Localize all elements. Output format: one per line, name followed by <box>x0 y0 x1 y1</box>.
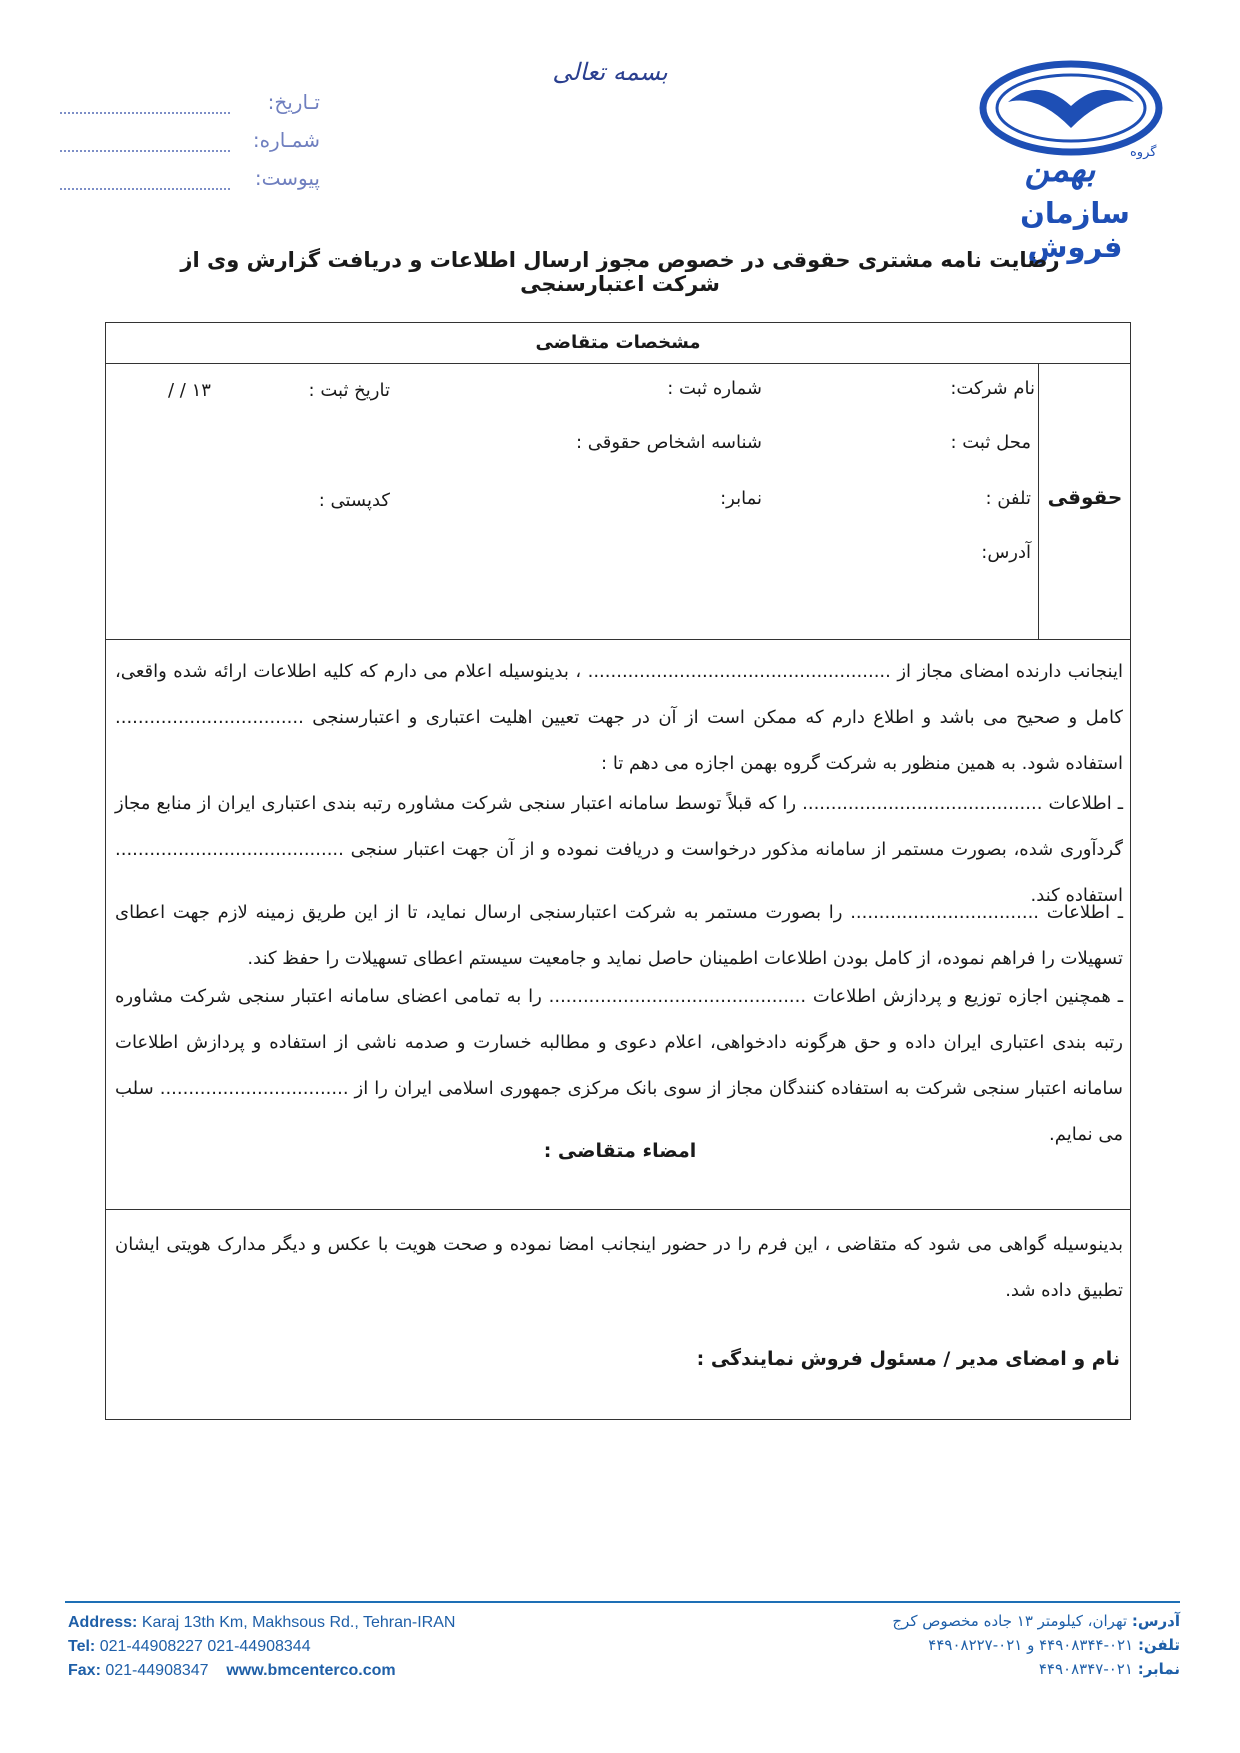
registration-date-field[interactable]: تاریخ ثبت : <box>308 380 390 401</box>
footer-address-label-fa: آدرس: <box>1131 1612 1180 1630</box>
footer-address-fa <box>892 1612 1180 1630</box>
consent-paragraph-send: ـ اطلاعات ................................. را بصورت مستمر به شرکت اعتبارسنجی ارسال نماید، تا از این طریق زمینه لازم جهت اعطای تسهیلات را فراهم نموده، از کامل بودن اطلاعات اطمینان حاصل نماید و جامعیت سیستم اعطای تسهیلات را حفظ کند. <box>115 902 1123 969</box>
footer-tel-label-fa: تلفن: <box>1137 1636 1180 1654</box>
document-title: رضایت نامه مشتری حقوقی در خصوص مجوز ارسال اطلاعات و دریافت گزارش وی از شرکت اعتبارسنجی <box>180 248 1060 296</box>
bismillah: بسمه تعالی <box>552 58 668 86</box>
postal-code-field[interactable]: کدپستی : <box>318 490 390 511</box>
footer-tel-en <box>68 1638 311 1656</box>
attachment-label: پیوست: <box>254 166 320 190</box>
logo-sales-org: سازمان فروش <box>1020 196 1130 264</box>
company-name-field[interactable]: نام شرکت: <box>950 378 1035 399</box>
number-label: شمـاره: <box>252 128 320 152</box>
number-dotted-line[interactable] <box>60 150 230 152</box>
footer-fax-en <box>68 1662 396 1680</box>
footer-address-en <box>68 1614 455 1632</box>
footer-tel-value-fa: ۰۲۱-۴۴۹۰۸۳۴۴ و ۰۲۱-۴۴۹۰۸۲۲۷ <box>928 1636 1134 1654</box>
applicant-details-heading: مشخصات متقاضی <box>105 322 1131 364</box>
consent-paragraph-distribute: ـ همچنین اجازه توزیع و پردازش اطلاعات ............................................. را به تمامی اعضای سامانه اعتبار سنجی شرکت مشاوره رتبه بندی اعتباری ایران داده و حق هرگونه دادخواهی، اعلام دعوی و مطالبه خسارت و صدمه ناشی از استفاده و پردازش اطلاعات سامانه اعتبار سنجی شرکت به استفاده کنندگان مجاز از سوی بانک مرکزی جمهوری اسلامی ایران را از ................................. سلب می نمایم. <box>115 986 1123 1145</box>
fax-field[interactable]: نمابر: <box>720 488 762 509</box>
category-divider <box>1038 364 1039 640</box>
manager-signature-label[interactable]: نام و امضای مدیر / مسئول فروش نمایندگی : <box>696 1348 1120 1370</box>
bahman-logo-icon <box>978 58 1164 158</box>
footer-address-label-en: Address: <box>68 1614 138 1631</box>
legal-category-label: حقوقی <box>1047 485 1123 509</box>
meta-attachment-row <box>60 166 320 198</box>
footer-fax-fa <box>1039 1660 1180 1678</box>
national-id-field[interactable]: شناسه اشخاص حقوقی : <box>575 432 762 453</box>
footer-tel-fa <box>928 1636 1180 1654</box>
consent-paragraph-intro: اینجانب دارنده امضای مجاز از ..................................................... ، بدینوسیله اعلام می دارم که کلیه اطلاعات ارائه شده واقعی، کامل و صحیح می باشد و اطلاع دارم که ممکن است از آن در جهت تعیین اهلیت اعتباری و اعتبارسنجی ................................. استفاده شود. به همین منظور به شرکت گروه بهمن اجازه می دهم تا : <box>115 661 1123 774</box>
footer-divider <box>65 1601 1180 1603</box>
logo-brand-text: بهمن <box>1024 150 1096 190</box>
footer-fax-value-en: 021-44908347 <box>105 1662 209 1679</box>
address-field[interactable]: آدرس: <box>981 542 1031 563</box>
registration-place-field[interactable]: محل ثبت : <box>950 432 1031 453</box>
footer-tel-value-en: 021-44908227 021-44908344 <box>99 1638 311 1655</box>
registration-number-field[interactable]: شماره ثبت : <box>667 378 762 399</box>
footer-tel-label-en: Tel: <box>68 1638 96 1655</box>
footer-fax-value-fa: ۰۲۱-۴۴۹۰۸۳۴۷ <box>1038 1660 1133 1678</box>
date-label: تـاریخ: <box>267 90 320 114</box>
certification-text: بدینوسیله گواهی می شود که متقاضی ، این فرم را در حضور اینجانب امضا نموده و صحت هویت با عکس و دیگر مدارک هویتی ایشان تطبیق داده شد. <box>115 1234 1123 1301</box>
meta-number-row <box>60 128 320 160</box>
footer-website-link[interactable]: www.bmcenterco.com <box>226 1662 396 1679</box>
meta-date-row <box>60 90 320 122</box>
date-dotted-line[interactable] <box>60 112 230 114</box>
footer-fax-label-en: Fax: <box>68 1662 101 1679</box>
applicant-details-box <box>105 322 1131 640</box>
footer-fax-label-fa: نمابر: <box>1137 1660 1180 1678</box>
registration-date-value: / / ۱۳ <box>168 380 211 401</box>
logo-group-label: گروه <box>1130 145 1157 160</box>
consent-paragraph-receive: ـ اطلاعات .......................................... را که قبلاً توسط سامانه اعتبار سنجی شرکت مشاوره رتبه بندی اعتباری ایران از منابع مجاز گردآوری شده، بصورت مستمر از سامانه مذکور درخواست و دریافت نموده و از آن جهت اعتبار سنجی ........................................ استفاده کند. <box>115 793 1123 906</box>
attachment-dotted-line[interactable] <box>60 188 230 190</box>
footer-address-value-en: Karaj 13th Km, Makhsous Rd., Tehran-IRAN <box>141 1614 456 1631</box>
footer-address-value-fa: تهران، کیلومتر ۱۳ جاده مخصوص کرج <box>892 1612 1128 1630</box>
applicant-signature-label[interactable]: امضاء متقاضی : <box>543 1140 697 1162</box>
phone-field[interactable]: تلفن : <box>985 488 1031 509</box>
